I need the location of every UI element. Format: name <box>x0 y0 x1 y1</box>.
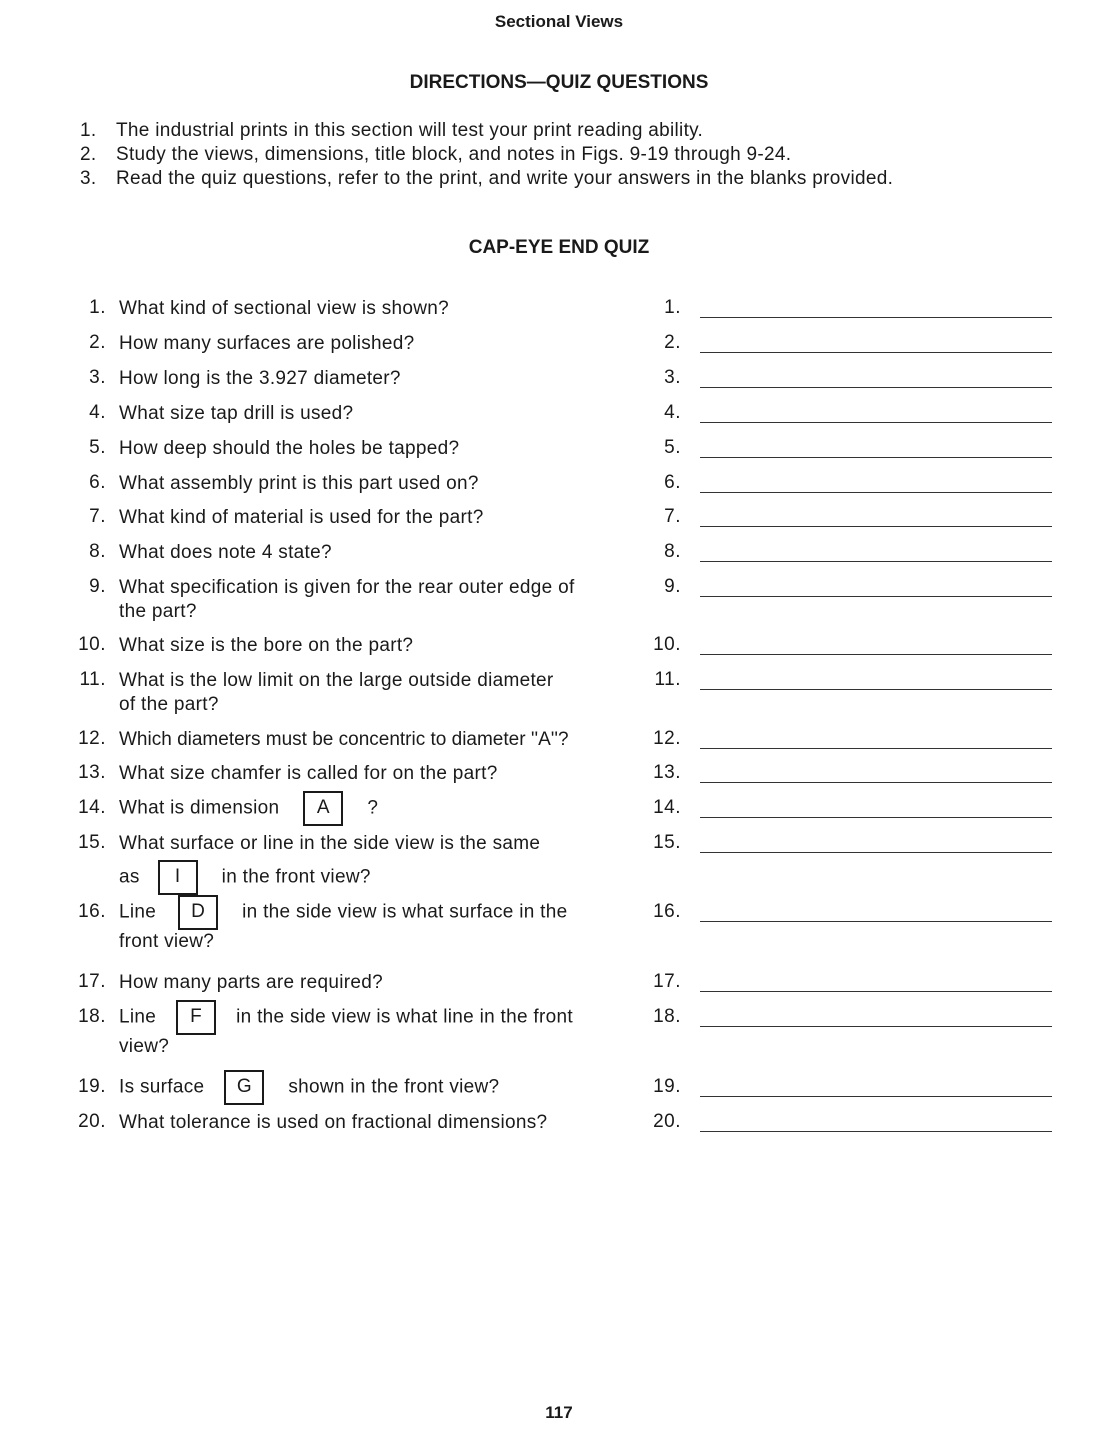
answer-blank[interactable] <box>700 352 1052 353</box>
answer-blank[interactable] <box>700 1131 1052 1132</box>
question-text-line: the part? <box>119 601 197 622</box>
question-text-line <box>119 791 614 826</box>
question-text-part: Line <box>119 1006 157 1028</box>
answer-number: 17. <box>653 971 681 992</box>
question-number: 2. <box>89 332 106 353</box>
question-text-part: in the side view is what line in the front <box>236 1006 573 1028</box>
answer-blank[interactable] <box>700 991 1052 992</box>
answer-blank[interactable] <box>700 654 1052 655</box>
question-text-line: front view? <box>119 931 215 952</box>
answer-blank[interactable] <box>700 921 1052 922</box>
answer-number: 3. <box>664 367 681 388</box>
question-number: 15. <box>78 832 106 853</box>
question-number: 9. <box>89 576 106 597</box>
answer-number: 1. <box>664 297 681 318</box>
answer-blank[interactable] <box>700 526 1052 527</box>
question-text-part: shown in the front view? <box>288 1076 500 1098</box>
question-number: 1. <box>89 297 106 318</box>
answer-number: 10. <box>653 634 681 655</box>
answer-number: 6. <box>664 472 681 493</box>
answer-number: 16. <box>653 901 681 922</box>
answer-number: 9. <box>664 576 681 597</box>
page-header: Sectional Views <box>494 12 624 31</box>
surface-box-g: G <box>224 1070 264 1105</box>
question-text: What tolerance is used on fractional dimensions? <box>119 1112 548 1133</box>
answer-blank[interactable] <box>700 457 1052 458</box>
page-number: 117 <box>545 1403 573 1422</box>
question-text <box>119 901 614 954</box>
answer-blank[interactable] <box>700 1026 1052 1027</box>
line-box-d: D <box>178 895 218 930</box>
question-text: What size chamfer is called for on the part? <box>119 763 498 784</box>
question-text: Which diameters must be concentric to diameter ''A''? <box>119 729 569 750</box>
question-number: 19. <box>78 1076 106 1097</box>
question-text: What size is the bore on the part? <box>119 635 414 656</box>
question-text-line <box>119 895 614 930</box>
line-box-i: I <box>158 860 198 895</box>
question-text: What kind of sectional view is shown? <box>119 298 450 319</box>
question-text-part: in the front view? <box>221 866 371 888</box>
answer-number: 14. <box>653 797 681 818</box>
question-text <box>119 576 614 624</box>
question-text: What size tap drill is used? <box>119 403 354 424</box>
question-number: 7. <box>89 506 106 527</box>
question-text: How long is the 3.927 diameter? <box>119 368 401 389</box>
answer-number: 7. <box>664 506 681 527</box>
question-number: 8. <box>89 541 106 562</box>
answer-blank[interactable] <box>700 422 1052 423</box>
question-text-line <box>119 1070 614 1105</box>
question-text-part: Is surface <box>119 1076 205 1098</box>
question-number: 13. <box>78 762 106 783</box>
answer-number: 11. <box>654 669 681 690</box>
question-text: What assembly print is this part used on? <box>119 473 479 494</box>
question-number: 20. <box>78 1111 106 1132</box>
question-text <box>119 669 614 717</box>
answer-number: 5. <box>664 437 681 458</box>
question-number: 5. <box>89 437 106 458</box>
answer-blank[interactable] <box>700 387 1052 388</box>
line-box-f: F <box>176 1000 216 1035</box>
question-text-line: What specification is given for the rear outer edge of <box>119 577 575 598</box>
question-text: How many parts are required? <box>119 972 383 993</box>
question-text <box>119 1006 614 1059</box>
answer-blank[interactable] <box>700 317 1052 318</box>
answer-number: 4. <box>664 402 681 423</box>
answer-blank[interactable] <box>700 689 1052 690</box>
question-text-part: in the side view is what surface in the <box>242 901 568 923</box>
answer-blank[interactable] <box>700 852 1052 853</box>
question-number: 12. <box>78 728 106 749</box>
question-number: 16. <box>78 901 106 922</box>
answer-blank[interactable] <box>700 817 1052 818</box>
direction-number: 1. <box>80 120 97 141</box>
direction-item <box>80 119 1040 143</box>
answer-blank[interactable] <box>700 492 1052 493</box>
answer-blank[interactable] <box>700 782 1052 783</box>
directions-title: DIRECTIONS—QUIZ QUESTIONS <box>409 72 709 93</box>
question-number: 3. <box>89 367 106 388</box>
direction-text: Read the quiz questions, refer to the print, and write your answers in the blanks provided. <box>116 168 894 189</box>
answer-number: 8. <box>664 541 681 562</box>
question-text: How deep should the holes be tapped? <box>119 438 460 459</box>
answer-number: 20. <box>653 1111 681 1132</box>
answer-number: 12. <box>653 728 681 749</box>
question-text-line: of the part? <box>119 694 219 715</box>
answer-blank[interactable] <box>700 596 1052 597</box>
question-number: 11. <box>79 669 106 690</box>
direction-number: 3. <box>80 168 97 189</box>
direction-text: The industrial prints in this section will test your print reading ability. <box>116 120 704 141</box>
direction-item <box>80 167 1040 191</box>
question-number: 18. <box>78 1006 106 1027</box>
answer-blank[interactable] <box>700 561 1052 562</box>
answer-number: 18. <box>653 1006 681 1027</box>
question-number: 4. <box>89 402 106 423</box>
answer-number: 19. <box>653 1076 681 1097</box>
question-text-part: as <box>119 866 140 888</box>
question-text-line: view? <box>119 1036 170 1057</box>
question-text-part: ? <box>367 797 379 819</box>
question-text <box>119 832 614 895</box>
answer-blank[interactable] <box>700 1096 1052 1097</box>
question-number: 10. <box>78 634 106 655</box>
question-text-line <box>119 1000 614 1035</box>
question-text: What kind of material is used for the part? <box>119 507 484 528</box>
direction-text: Study the views, dimensions, title block, and notes in Figs. 9-19 through 9-24. <box>116 144 792 165</box>
question-text-line: What surface or line in the side view is the same <box>119 833 541 854</box>
question-text: What does note 4 state? <box>119 542 332 563</box>
answer-number: 15. <box>653 832 681 853</box>
question-text: How many surfaces are polished? <box>119 333 415 354</box>
dimension-box-a: A <box>303 791 343 826</box>
answer-blank[interactable] <box>700 748 1052 749</box>
question-number: 14. <box>78 797 106 818</box>
quiz-title: CAP-EYE END QUIZ <box>468 237 650 258</box>
answer-number: 13. <box>653 762 681 783</box>
directions-list <box>80 119 1040 191</box>
question-text <box>119 797 614 826</box>
direction-number: 2. <box>80 144 97 165</box>
question-text-part: What is dimension <box>119 797 280 819</box>
question-number: 17. <box>78 971 106 992</box>
question-number: 6. <box>89 472 106 493</box>
answer-number: 2. <box>664 332 681 353</box>
question-text-line: What is the low limit on the large outside diameter <box>119 670 554 691</box>
question-text-part: Line <box>119 901 157 923</box>
question-text <box>119 1076 614 1105</box>
direction-item <box>80 143 1040 167</box>
question-text-line <box>119 860 614 895</box>
